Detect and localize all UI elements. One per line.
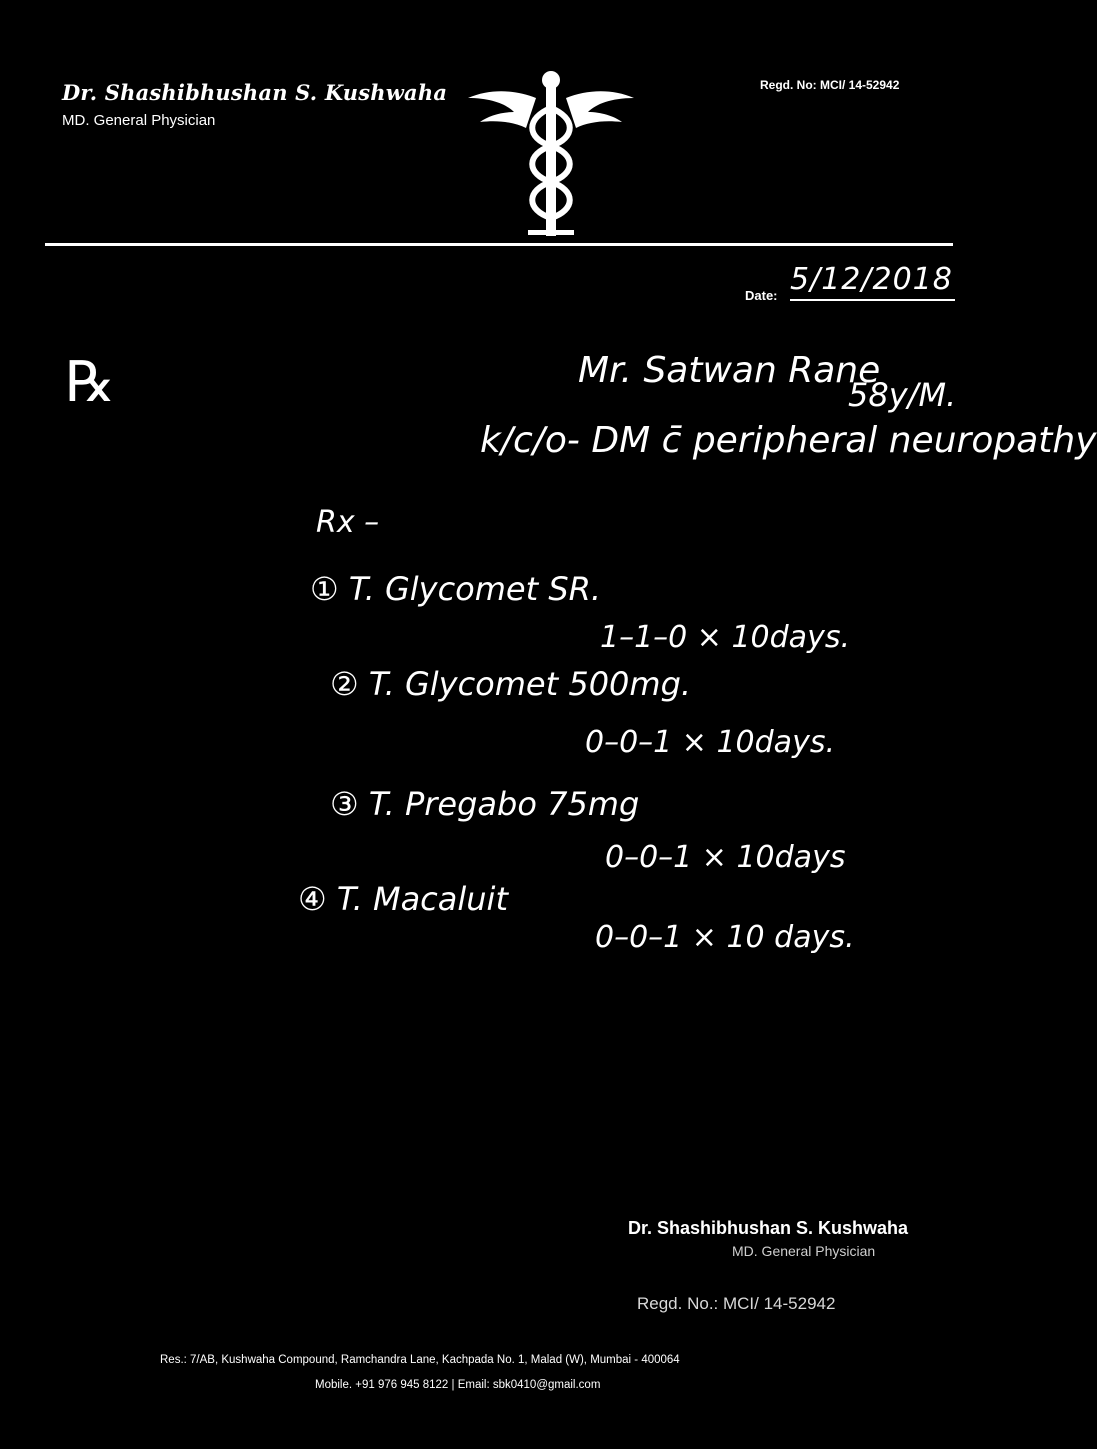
patient-complaint: k/c/o- DM c̄ peripheral neuropathy bbox=[480, 420, 1097, 461]
footer-address: Res.: 7/AB, Kushwaha Compound, Ramchandra Lane, Kachpada No. 1, Malad (W), Mumbai - 400064 bbox=[160, 1354, 680, 1366]
footer-contact: Mobile. +91 976 945 8122 | Email: sbk0410@gmail.com bbox=[315, 1379, 601, 1391]
medicine-4-name: ④ T. Macaluit bbox=[298, 880, 508, 918]
medicine-2-name: ② T. Glycomet 500mg. bbox=[330, 665, 692, 703]
footer-doctor-name: Dr. Shashibhushan S. Kushwaha bbox=[628, 1218, 909, 1238]
medicine-3-dose: 0–0–1 × 10days bbox=[605, 840, 846, 875]
medicine-1-dose: 1–1–0 × 10days. bbox=[600, 620, 850, 655]
date-label: Date: bbox=[745, 288, 778, 303]
medicine-1-name: ① T. Glycomet SR. bbox=[310, 570, 602, 608]
footer-qualification: MD. General Physician bbox=[732, 1243, 876, 1259]
doctor-name: Dr. Shashibhushan S. Kushwaha bbox=[62, 80, 448, 105]
medicine-3-name: ③ T. Pregabo 75mg bbox=[330, 785, 640, 823]
rx-symbol: ℞ bbox=[65, 350, 116, 415]
rx-heading: Rx – bbox=[316, 505, 380, 540]
caduceus-logo-icon bbox=[466, 68, 636, 240]
footer-registration: Regd. No.: MCI/ 14-52942 bbox=[637, 1294, 836, 1313]
header-divider bbox=[45, 243, 953, 246]
patient-name: Mr. Satwan Rane bbox=[578, 350, 881, 391]
medicine-4-dose: 0–0–1 × 10 days. bbox=[595, 920, 855, 955]
registration-number: Regd. No: MCI/ 14-52942 bbox=[760, 78, 900, 92]
date-value: 5/12/2018 bbox=[790, 262, 955, 301]
medicine-2-dose: 0–0–1 × 10days. bbox=[585, 725, 835, 760]
doctor-qualification: MD. General Physician bbox=[62, 112, 216, 129]
patient-age-sex: 58y/M. bbox=[848, 376, 957, 414]
